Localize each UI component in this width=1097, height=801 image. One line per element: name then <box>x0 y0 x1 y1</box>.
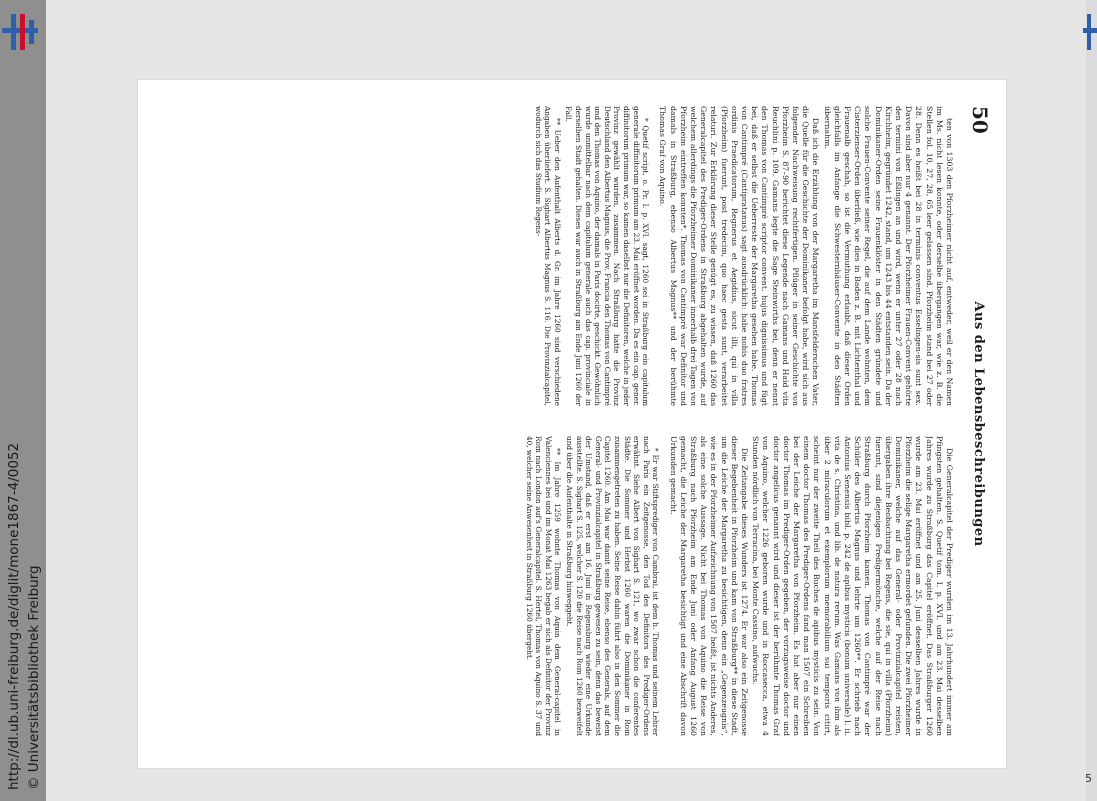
library-logo-icon-right <box>1083 10 1097 54</box>
footnote: ** Im Jahre 1259 wohnte Thomas von Aquin dem General-capitel in Valenciennes bei und im Monat Mai 1263 begab er sich als Definitor der Provinz Rom nach London auf's Generalcapitel. S. Hertel, Thomas von Aquino S. 37 und 40, welcher seine Anwesenheit in Straßburg 1260 übergeht. <box>524 436 563 736</box>
viewer-right-margin <box>1086 0 1097 801</box>
text-column-right <box>152 436 954 736</box>
footnotes-right <box>524 436 660 736</box>
source-url-link[interactable]: http://dl.ub.uni-freiburg.de/diglit/mone1867-4/0052 <box>6 442 22 790</box>
paragraph: Die Zeitangabe dieses Wunders ist 1274. Er war also ein Zeitgenosse dieser Begebenheit in Pforzheim und kam von Straßburg** in diese Stadt, um die Leiche der Margaretha zu besichtigen, denn ein „Gegenzeugnis“, wie es in der Pforzheimer Aufzeichnung von 1507 heißt, ist nichts Anderes, als eine solche Aussage. Nicht bei Thomas von Aquino die Reise von Straßburg nach Pforzheim am Ende Juni oder Anfang August 1260 gemacht, die Leiche der Margaretha besichtigt und eine Abschrift davon Urkunden gemacht. <box>668 436 749 736</box>
footnote: ** Ueber den Aufenthalt Alberts d. Gr. im Jahre 1260 sind verschiedene Angaben überliefert. S. Sighart Albertus Magnus S. 116. Die Provinzialcapitel, wodurch sich das Studium Regens- <box>533 106 562 406</box>
paragraph: Daß ich die Erzählung von der Margaretha im Mansfelderschen Vater, die Quelle für die Geschichte der Dominikaner befolgt habe, wird sich aus folgender Nachweisung rechtfertigen. Pflüger in seiner Geschichte von Pforzheim S. 87–90 berichtet diese Legende nach Gamans und Haid vita Reuchlini p. 109. Gamans legte die Sage Steinwirths bei, denn er nennt den Thomas von Cantimpré scriptor convent. hujus dignissimus und fügt bei, daß er selbst die Ueberreste der Margaretha gesehen habe. Thomas von Cantimpré (Cantipratanus) sagt ausdrücklich: habe nobis duo fratres ordinis Praedicatorum, Regnerus et Aegidius, sicut illi, qui in villa (Pforzheim) fuerunt, post tredecim, quo haec gesta sunt, verarbeitet relaturi. Zur Erklärung dieser Stelle genügt es, zu wissen, daß 1260 das Generalcapitel des Prediger-Ordens in Straßburg abgehalten wurde, auf welchem allerdings die Pforzheimer Dominikaner innerhalb drei Tagen von Pforzheim eintreffen konnten*. Thomas von Cantimpré war Definitor und damals in Straßburg, ebenso Albertus Magnus** und der berühmte Thomas Graf von Aquino. <box>658 106 821 406</box>
footnotes-left <box>533 106 650 406</box>
paragraph: ten von 1303 den Pforzheimer nicht auf, entweder, weil er den Namen im Ms. nicht lesen konnte, oder derselbe übergangen war, wie z. B. die Stellen fol. 10, 27, 28, 65 leer gelassen sind. Pforzheim stand bei 27 oder 28. Denn es heißt bei 28 in terminis conventus Esselingen-sis sunt sex. Davon sind aber nur 4 genannt. Der Pforzheimer Frauen-Convent gehörte den termini von Eßlingen an und wird, wenn er unter 27 oder 28 nach Kirchheim, gegründet 1242, stand, um 1243 bis 44 entstanden sein. Da der Dominikaner-Orden seine Frauenklöster in den Städten gründete und solche Frauen-Convente seiner Regel, die auf dem Lande wohnten, dem Cisterzienser-Orden überließ, wie dies in Baden z. B. mit Lichtenthal und Frauenalb geschah, so ist die Vermuthung erlaubt, daß dieser Orden gleichfalls im Anfange die Schwesternhäuser-Convente in den Städten übernahm. <box>822 106 954 406</box>
right-edge-mark: 5 <box>1085 772 1092 785</box>
scanned-page <box>138 80 1006 768</box>
page-number: 50 <box>968 106 992 134</box>
page-content-rotated <box>138 80 1006 768</box>
running-head <box>966 106 992 742</box>
source-credit <box>4 430 48 790</box>
text-column-left <box>152 106 954 406</box>
footnote: * Quetif script. o. Pr. I. p. XVI. sagt, 1260 sei in Straßburg ein capitulum generale diffinitorum primum am 23. Mai eröffnet worden. Da es ein cap. gener. diffinitorum primum war, so kamen daselbst nur die Definitoren, welche in jeder Provinz gewählt wurden, zusammen. Nach Straßburg hatte die Provinz Deutschland den Albertus Magnus, die Prov. Francia den Thomas von Cantimpré und den Thomas von Aquino, der damals in Paris docirte, geschickt. Gewöhnlich wurde unmittelbar nach dem capitulum generale auch das cap. provinciale in derselben Stadt gehalten. Dieses war auch in Straßburg am Ende Juni 1260 der Fall. <box>564 106 651 406</box>
library-logo-icon[interactable] <box>0 10 44 54</box>
running-title: Aus den Lebensbeschreibungen <box>971 301 986 547</box>
viewer-left-margin <box>0 0 46 801</box>
paragraph: Die Generalcapitel der Prediger wurden im 13. Jahrhundert immer am Pfingsten gehalten. S. Quetif tom. I. p. XVI. und am 23. Mai desselben Jahres wurde zu Straßburg das Capitel eröffnet. Das Straßburger 1260 wurde am 23. Mai eröffnet und am 25. Juni desselben Jahres wurde in Pforzheim die selige Margaretha ermordet gefunden. Die zwei Pforzheimer Dominikaner, welche auf das General- oder Provinzialcapitel reisten, übergaben ihre Beobachtung bei Regens, die sie, qui in villa (Pforzheim) fuerunt, sind diejenigen Predigermönche, welche auf der Reise nach Straßburg durch Pforzheim kamen. Thomas von Cantimpré war der Schüler des Albertus Magnus und lehrte um 1260**. Er schrieb nach Antonius Senensis bibl. p. 242 de apibus mysticis (bonum universale) l. ii. vita de s. Christina, und lib. de natura rerum. Was Gamans von ihm als über 2 miraculorum et exemplorum memorabilium sui temporis citirt, scheint nur der zweite Theil des Buches de apibus mysticis zu sein. Von einem doctor Thomas des Prediger-Ordens fand man 1507 ein Schreiben bei der Leiche der Margaretha von Pforzheim. Es hat aber nur einen doctor Thomas im Prediger-Orden gegeben, der vorzugsweise doctor und doctor angelicus genannt wird und dieser ist der berühmte Thomas Graf von Aquino, welcher 1226 geboren wurde und in Roccasecca, etwa 4 Stunden nördlich von Terracina, bei Monte Cassino, aufwuchs. <box>751 436 954 736</box>
copyright-notice: © Universitätsbibliothek Freiburg <box>26 565 42 790</box>
footnote: * Er war Stiftsprediger von Cambrai, ist dem h. Thomas und seinem Lehrer nach Paris ein Zeitgenosse, den Tod des Definitors des Prediger-Ordens erwähnt. Siehe Albert von Sighart S. 121, wo zwar schon die conferentes Städte. Die Sommer und Herbst 1260 waren die Dominikaner in Rom zusammengetreten zu haben. Seine Reise dahin führt also in den Sommer die Capitel 1260. Am Mai war damit seine Reise, ebenso des Generals, auf dem General- und Provinzialcapitel in Straßburg gewesen zu sein, denn das beweist der Umstand, daß er erst am 16. Juni in Regensburg wieder eine Urkunde ausstellte. S. Sighart S. 125, welcher S. 120 die Reise nach Rom 1260 bezweifelt und über die Aufenthalte in Straßburg hinweggeht. <box>564 436 661 736</box>
